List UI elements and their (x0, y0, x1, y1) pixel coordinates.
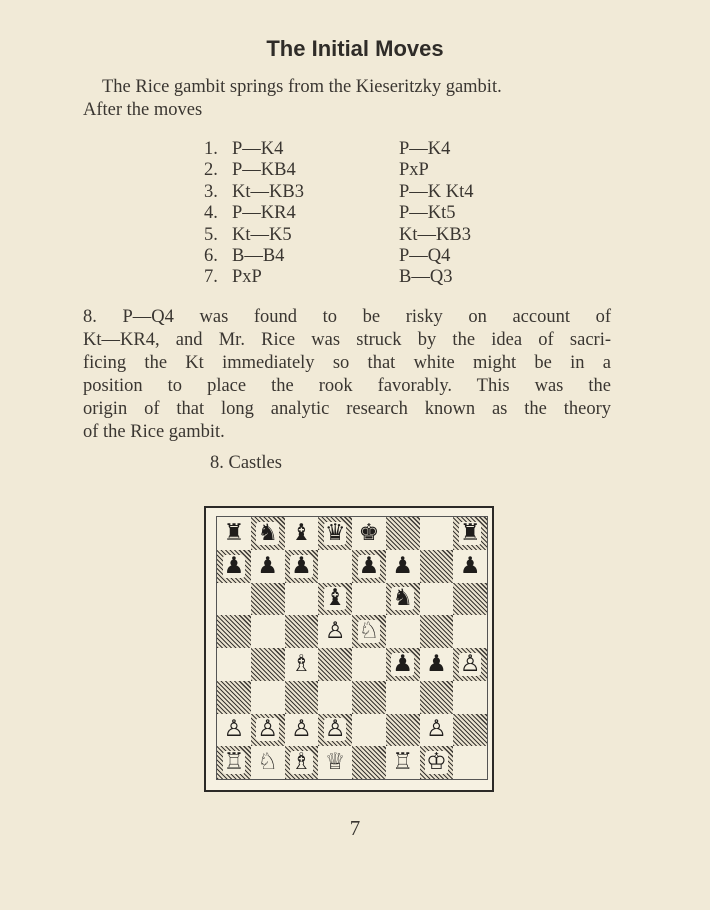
chess-piece: ♟ (358, 552, 380, 579)
board-square (217, 746, 251, 779)
chess-diagram (204, 506, 494, 792)
intro-line: The Rice gambit springs from the Kieseritzky gambit. (102, 77, 502, 97)
chess-piece: ♘ (358, 618, 380, 645)
move-castles: 8. Castles (210, 453, 282, 473)
paragraph-line: position to place the rook favorably. This was the (83, 376, 611, 396)
intro-text (83, 76, 611, 122)
board-square (352, 746, 386, 779)
board-square (217, 550, 251, 583)
board-square (251, 517, 285, 550)
board-square (318, 517, 352, 550)
board-square (251, 746, 285, 779)
board-square (251, 550, 285, 583)
chess-piece: ♟ (459, 552, 481, 579)
board-square (386, 681, 420, 714)
board-square (453, 648, 487, 681)
move-number: 3. (204, 181, 218, 202)
page-number: 7 (349, 816, 361, 840)
board-square (453, 681, 487, 714)
board-square (285, 746, 319, 779)
board-square (386, 517, 420, 550)
board-square (453, 517, 487, 550)
board-square (251, 615, 285, 648)
chess-piece: ♜ (223, 519, 245, 546)
board-square (386, 583, 420, 616)
chess-piece: ♟ (392, 552, 413, 579)
chess-piece: ♚ (358, 519, 380, 546)
board-square (386, 746, 420, 779)
board-square (386, 714, 420, 747)
chess-piece: ♟ (426, 650, 447, 677)
paragraph-line: origin of that long analytic research known as the theory (83, 399, 611, 419)
board-square (251, 681, 285, 714)
board-square (420, 746, 454, 779)
white-move: Kt—KB3 (232, 181, 304, 202)
chess-piece: ♖ (392, 749, 413, 776)
board-square (318, 648, 352, 681)
board-square (318, 746, 352, 779)
chess-piece: ♗ (291, 749, 312, 776)
board-square (453, 615, 487, 648)
board-square (453, 583, 487, 616)
black-move: P—K Kt4 (399, 181, 474, 202)
board-square (386, 615, 420, 648)
board-square (420, 681, 454, 714)
white-move: B—B4 (232, 245, 285, 266)
board-square (420, 648, 454, 681)
white-move: P—KB4 (232, 160, 296, 181)
chess-piece: ♞ (392, 585, 413, 612)
chess-piece: ♙ (324, 716, 346, 743)
chess-board (216, 516, 488, 780)
black-move: PxP (399, 160, 429, 181)
move-number: 1. (204, 139, 218, 159)
board-square (251, 714, 285, 747)
white-move: Kt—K5 (232, 224, 292, 245)
chess-piece: ♗ (291, 650, 312, 677)
board-square (352, 550, 386, 583)
chess-piece: ♝ (324, 585, 346, 612)
paragraph-line: Kt—KR4, and Mr. Rice was struck by the idea of sacri- (83, 330, 611, 350)
board-square (453, 746, 487, 779)
board-square (285, 583, 319, 616)
chess-piece: ♜ (459, 519, 481, 546)
board-square (318, 714, 352, 747)
board-square (318, 550, 352, 583)
board-square (420, 714, 454, 747)
board-square (420, 550, 454, 583)
white-move: PxP (232, 267, 262, 288)
chess-piece: ♟ (257, 552, 278, 579)
board-square (453, 550, 487, 583)
board-square (217, 714, 251, 747)
board-square (285, 517, 319, 550)
chess-piece: ♕ (324, 749, 346, 776)
board-square (352, 615, 386, 648)
chess-piece: ♘ (257, 749, 278, 776)
chess-piece: ♙ (257, 716, 278, 743)
black-move: P—Kt5 (399, 203, 456, 224)
board-square (285, 714, 319, 747)
chess-piece: ♟ (223, 552, 245, 579)
board-square (217, 681, 251, 714)
board-square (352, 648, 386, 681)
board-square (251, 583, 285, 616)
board-square (352, 517, 386, 550)
board-square (352, 583, 386, 616)
board-square (217, 517, 251, 550)
board-square (251, 648, 285, 681)
chess-piece: ♙ (291, 716, 312, 743)
paragraph-line: ficing the Kt immediately so that white might be in a (83, 353, 611, 373)
chess-piece: ♟ (291, 552, 312, 579)
intro-line: After the moves (83, 100, 203, 120)
board-square (285, 550, 319, 583)
black-move: P—Q4 (399, 245, 451, 266)
board-square (352, 714, 386, 747)
board-square (318, 615, 352, 648)
page-title: The Initial Moves (266, 36, 444, 61)
chess-piece: ♛ (324, 519, 346, 546)
chess-piece: ♙ (223, 716, 245, 743)
move-number: 6. (204, 245, 218, 266)
black-move: B—Q3 (399, 267, 453, 288)
board-square (217, 583, 251, 616)
board-square (386, 648, 420, 681)
chess-piece: ♟ (392, 650, 413, 677)
chess-piece: ♖ (223, 749, 245, 776)
chess-piece: ♙ (426, 716, 447, 743)
move-number: 4. (204, 203, 218, 224)
move-number: 2. (204, 160, 218, 181)
paragraph-line: of the Rice gambit. (83, 422, 225, 442)
board-square (352, 681, 386, 714)
board-square (318, 583, 352, 616)
white-move: P—K4 (232, 139, 284, 159)
analysis-paragraph (83, 306, 611, 444)
chess-piece: ♙ (324, 618, 346, 645)
board-square (217, 615, 251, 648)
board-square (386, 550, 420, 583)
move-number: 5. (204, 224, 218, 245)
chess-piece: ♝ (291, 519, 312, 546)
board-square (285, 615, 319, 648)
board-square (420, 583, 454, 616)
chess-piece: ♙ (459, 650, 481, 677)
board-square (217, 648, 251, 681)
move-number: 7. (204, 267, 218, 288)
board-square (453, 714, 487, 747)
black-move: Kt—KB3 (399, 224, 471, 245)
chess-piece: ♞ (257, 519, 278, 546)
chess-piece: ♔ (426, 749, 447, 776)
board-square (285, 681, 319, 714)
black-move: P—K4 (399, 139, 451, 159)
board-square (420, 517, 454, 550)
board-square (285, 648, 319, 681)
board-square (318, 681, 352, 714)
board-square (420, 615, 454, 648)
paragraph-line: 8. P—Q4 was found to be risky on account of (83, 307, 611, 327)
white-move: P—KR4 (232, 203, 296, 224)
